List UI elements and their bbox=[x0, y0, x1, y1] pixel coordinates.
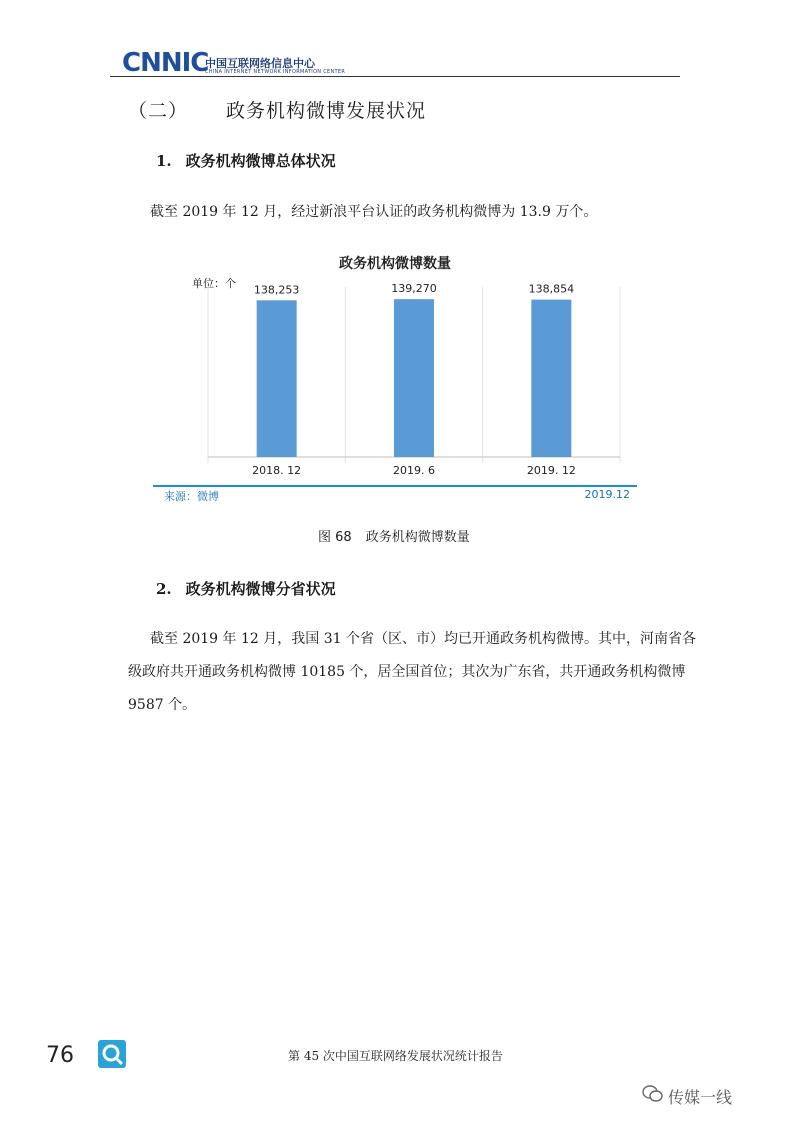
source-line bbox=[153, 485, 637, 487]
data-label: 138,253 bbox=[253, 283, 300, 297]
page-number: 76 bbox=[46, 1043, 74, 1068]
data-label: 138,854 bbox=[528, 282, 575, 296]
subsection-2-title bbox=[156, 578, 336, 599]
figure-title: 政务机构微博数量 bbox=[365, 530, 470, 545]
section-title bbox=[128, 96, 426, 123]
x-tick-label: 2018. 12 bbox=[252, 464, 302, 477]
chart-source: 来源：微博 bbox=[164, 490, 219, 503]
bar bbox=[531, 300, 571, 457]
subsection-1-number: 1. bbox=[156, 152, 172, 170]
subsection-2-line-3: 9587 个。 bbox=[128, 697, 197, 713]
logo-text: CNNIC bbox=[122, 48, 209, 78]
subsection-2-line-1: 截至 2019 年 12 月，我国 31 个省（区、市）均已开通政务机构微博。其中，河南省各 bbox=[150, 631, 696, 647]
chart-source-bar bbox=[150, 485, 640, 507]
org-name-en: CHINA INTERNET NETWORK INFORMATION CENTER bbox=[205, 69, 346, 75]
wechat-icon bbox=[642, 1084, 664, 1104]
subsection-2-number: 2. bbox=[156, 580, 172, 598]
figure-caption bbox=[318, 526, 470, 545]
bar bbox=[257, 300, 297, 457]
chart-plot bbox=[150, 245, 640, 485]
subsection-1-paragraph: 截至 2019 年 12 月，经过新浪平台认证的政务机构微博为 13.9 万个。 bbox=[150, 204, 598, 220]
subsection-1-title bbox=[156, 150, 336, 171]
section-number: （二） bbox=[128, 100, 189, 122]
subsection-2-text: 政务机构微博分省状况 bbox=[185, 580, 336, 598]
subsection-1-text: 政务机构微博总体状况 bbox=[185, 152, 336, 170]
chart-title: 政务机构微博数量 bbox=[339, 256, 451, 272]
chart-unit-label: 单位：个 bbox=[192, 277, 236, 290]
bar-chart bbox=[150, 245, 640, 510]
report-title: 第 45 次中国互联网络发展状况统计报告 bbox=[288, 1049, 503, 1063]
watermark-text: 传媒一线 bbox=[668, 1088, 733, 1107]
subsection-2-line-2: 级政府共开通政务机构微博 10185 个，居全国首位；其次为广东省，共开通政务机构微博 bbox=[128, 664, 686, 680]
figure-label: 图 68 bbox=[318, 530, 352, 545]
section-title-text: 政务机构微博发展状况 bbox=[226, 100, 427, 122]
data-label: 139,270 bbox=[391, 282, 437, 296]
cnnic-logo bbox=[122, 50, 208, 76]
chart-date: 2019.12 bbox=[584, 488, 630, 501]
x-tick-label: 2019. 6 bbox=[393, 464, 435, 477]
org-name-cn: 中国互联网络信息中心 bbox=[205, 57, 315, 70]
report-logo-icon bbox=[97, 1039, 127, 1069]
bar bbox=[394, 299, 434, 457]
header-rule bbox=[110, 76, 680, 77]
x-tick-label: 2019. 12 bbox=[526, 464, 576, 477]
